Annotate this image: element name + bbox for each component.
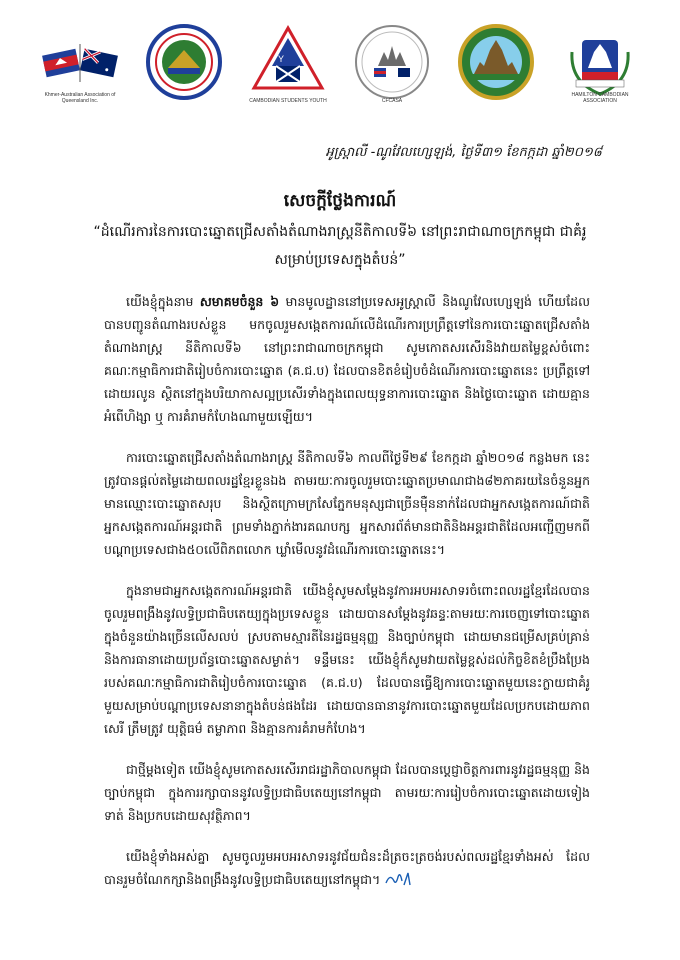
paragraph-text: មានមូលដ្ឋាននៅប្រទេសអូស្ត្រាលី និងណូវែលហ្សេឡង់ ហើយដែលបានបញ្ជូនតំណាងរបស់ខ្លួន មកចូលរួមសង្កេតការណ៍លើដំណើរការប្រព្រឹត្តទៅនៃការបោះឆ្នោតជ្រើសតាំងតំណាងរាស្ត្រ នីតិកាលទី៦ នៅព្រះរាជាណាចក្រកម្ពុជា សូមកោតសរសើរនិងវាយតម្លៃខ្ពស់ចំពោះគណៈកម្មាធិការជាតិរៀបចំការបោះឆ្នោត (គ.ជ.ប) ដែលបានខិតខំរៀបចំដំណើរការបោះឆ្នោតនេះ ប្រព្រឹត្តទៅដោយរលូន ស្ថិតនៅក្នុងបរិយាកាសល្អប្រសើរទាំងក្នុងពេលយុទ្ធនាការបោះឆ្នោត និងថ្ងៃបោះឆ្នោត ដោយគ្មានអំពើហិង្សា ឬ ការគំរាមកំហែងណាមួយឡើយ។	[104, 294, 590, 424]
paragraph-1	[104, 290, 590, 428]
circular-association-seal-logo	[144, 22, 224, 102]
paragraph-4	[104, 758, 590, 827]
paragraph-3	[104, 579, 590, 740]
svg-text:Y: Y	[278, 54, 285, 64]
document-title: សេចក្តីថ្លែងការណ៍	[283, 191, 397, 211]
paragraph-2	[104, 446, 590, 561]
logo-caption: CFCASA	[381, 98, 403, 104]
paragraph-text: ជាថ្មីម្តងទៀត យើងខ្ញុំសូមកោតសរសើររាជរដ្ឋាភិបាលកម្ពុជា ដែលបានប្តេជ្ញាចិត្តការពារនូវរដ្ឋធម្មនុញ្ញ និងច្បាប់កម្ពុជា ក្នុងការរក្សាបាននូវលទ្ធិប្រជាធិបតេយ្យនៅកម្ពុជា តាមរយៈការរៀបចំការបោះឆ្នោតដោយទៀងទាត់ និងប្រកបដោយសុវត្ថិភាព។	[104, 762, 590, 823]
logo-row	[40, 22, 640, 102]
cambodian-students-youth-logo	[248, 22, 328, 102]
statement-body	[104, 290, 590, 909]
cfcasa-seal-logo	[352, 22, 432, 102]
hamilton-cambodian-association-logo	[560, 22, 640, 102]
document-subtitle: “ដំណើរការនៃការបោះឆ្នោតជ្រើសតាំងតំណាងរាស្ត្រនីតិកាលទី៦ នៅព្រះរាជាណាចក្រកម្ពុជា ជាគំរូសម្រាប់ប្រទេសក្នុងតំបន់”	[93, 224, 587, 268]
dateline: អូស្ត្រាលី -ណូវែលហ្សេឡង់, ថ្ងៃទី៣១ ខែកក្កដា ឆ្នាំ២០១៨	[325, 145, 602, 160]
signature-scribble-icon	[384, 871, 414, 887]
logo-caption: Khmer-Australian Association of Queensland Inc.	[44, 92, 116, 104]
angkor-temple-seal-logo	[456, 22, 536, 102]
paragraph-text: យើងខ្ញុំទាំងអស់គ្នា សូមចូលរួមអបអរសាទរនូវជ័យជំនះដ៏ត្រចះត្រចង់របស់ពលរដ្ឋខ្មែរទាំងអស់ ដែលបានរួមចំណែកក្សានិងពង្រឹងនូវលទ្ធិប្រជាធិបតេយ្យនៅកម្ពុជា។	[104, 849, 590, 887]
logo-caption: HAMILTON CAMBODIAN ASSOCIATION	[571, 92, 629, 104]
paragraph-text: ការបោះឆ្នោតជ្រើសតាំងតំណាងរាស្ត្រ នីតិកាលទី៦ កាលពីថ្ងៃទី២៩ ខែកក្កដា ឆ្នាំ២០១៨ កន្លងមក នេះត្រូវបានផ្តល់តម្លៃដោយពលរដ្ឋខ្មែរខ្លួនឯង តាមរយៈការចូលរួមបោះឆ្នោតប្រមាណជាង៨២ភាគរយនៃចំនួនអ្នកមានឈ្មោះបោះឆ្នោតសរុប និងស្ថិតក្រោមក្រសែភ្នែកមនុស្សជាច្រើនម៉ឺននាក់ដែលជាអ្នកសង្កេតការណ៍ជាតិ អ្នកសង្កេតការណ៍អន្តរជាតិ ព្រមទាំងភ្នាក់ងារគណបក្ស អ្នកសារព័ត៌មានជាតិនិងអន្តរជាតិដែលអញ្ជើញមកពីបណ្តាប្រទេសជាង៥០លើពិភពលោក ឃ្លាំមើលនូវដំណើរការបោះឆ្នោតនេះ។	[104, 450, 590, 557]
paragraph-text: យើងខ្ញុំក្នុងនាម	[126, 294, 200, 309]
khmer-australian-flags-logo	[40, 22, 120, 102]
paragraph-text: ក្នុងនាមជាអ្នកសង្កេតការណ៍អន្តរជាតិ យើងខ្ញុំសូមសម្តែងនូវការអបអរសាទរចំពោះពលរដ្ឋខ្មែរដែលបានចូលរួមពង្រឹងនូវលទ្ធិប្រជាធិបតេយ្យក្នុងប្រទេសខ្លួន ដោយបានសម្តែងនូវឆន្ទៈតាមរយៈការចេញទៅបោះឆ្នោតក្នុងចំនួនយ៉ាងច្រើនលើសលប់ ស្របតាមស្មារតីនៃរដ្ឋធម្មនុញ្ញ និងច្បាប់កម្ពុជា ដោយមានជម្រើសគ្រប់គ្រាន់និងការធានាដោយប្រព័ន្ធបោះឆ្នោតសម្ងាត់។ ទន្ទឹមនេះ យើងខ្ញុំក៏សូមវាយតម្លៃខ្ពស់ដល់កិច្ចខិតខំប្រឹងប្រែងរបស់គណៈកម្មាធិការជាតិរៀបចំការបោះឆ្នោត (គ.ជ.ប) ដែលបានធ្វើឱ្យការបោះឆ្នោតមួយនេះក្លាយជាគំរូ មួយសម្រាប់បណ្តាប្រទេសនានាក្នុងតំបន់ផងដែរ ដោយបានធានានូវការបោះឆ្នោតមួយដែលប្រកបដោយភាពសេរី ត្រឹមត្រូវ យុត្តិធម៌ តម្លាភាព និងគ្មានការគំរាមកំហែង។	[104, 583, 590, 736]
logo-caption: CAMBODIAN STUDENTS YOUTH	[249, 98, 327, 104]
paragraph-bold-text: សមាគមចំនួន ៦	[199, 294, 280, 309]
paragraph-5	[104, 845, 590, 891]
